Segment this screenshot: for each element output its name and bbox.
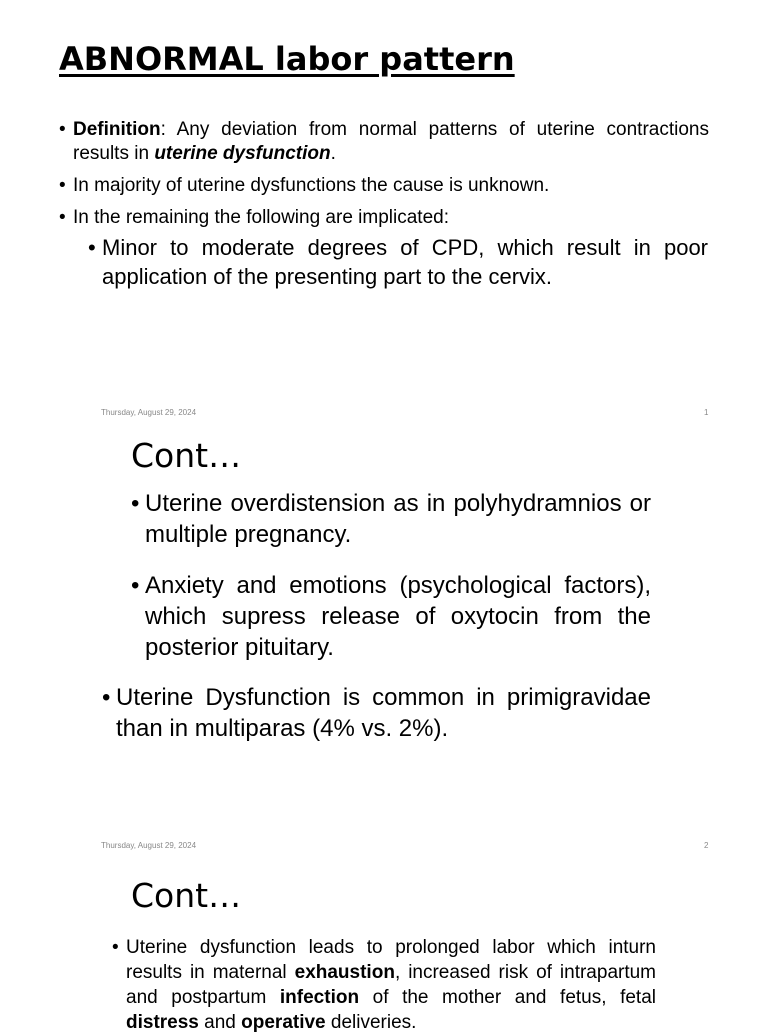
emphasis-distress: distress [126, 1012, 199, 1033]
definition-label: Definition [73, 119, 161, 140]
bullet-dot: • [59, 119, 66, 140]
slide-title: Cont… [131, 876, 242, 915]
subbullet-anxiety [131, 570, 651, 663]
emphasis-infection: infection [279, 987, 360, 1008]
footer-date: Thursday, August 29, 2024 [101, 408, 197, 417]
bullet-dot: • [112, 937, 119, 958]
bullet-dot: • [59, 207, 66, 228]
subbullet-cpd [88, 233, 708, 291]
slide-title: ABNORMAL labor pattern [59, 40, 515, 78]
bullet-cause-unknown [59, 174, 709, 198]
slide-3 [0, 860, 768, 1033]
bullet-definition [59, 118, 709, 166]
bullet-text: of the mother and fetus, fetal [359, 987, 656, 1008]
bullet-text: In the remaining the following are implicated: [73, 207, 449, 228]
bullet-text: Uterine dysfunction leads to prolonged labor which inturn results in maternal [126, 937, 656, 983]
bullet-dot: • [131, 490, 140, 517]
page-number: 2 [704, 841, 709, 850]
slide-title: Cont… [131, 436, 242, 475]
bullet-implicated [59, 206, 709, 230]
definition-end: . [330, 143, 336, 164]
footer-date: Thursday, August 29, 2024 [101, 841, 197, 850]
definition-emphasis: uterine dysfunction [154, 143, 331, 164]
bullet-text: Uterine Dysfunction is common in primigravidae than in multiparas (4% vs. 2%). [116, 684, 651, 742]
emphasis-operative: operative [241, 1012, 326, 1033]
bullet-text: In majority of uterine dysfunctions the cause is unknown. [73, 175, 550, 196]
bullet-dot: • [102, 684, 111, 711]
emphasis-exhaustion: exhaustion [294, 962, 395, 983]
slide-1 [0, 0, 768, 425]
bullet-consequences [112, 935, 657, 1035]
bullet-text: Uterine overdistension as in polyhydramnios or multiple pregnancy. [145, 490, 651, 548]
bullet-text: and [198, 1012, 242, 1033]
bullet-dot: • [88, 235, 96, 260]
slide-2 [0, 425, 768, 860]
bullet-text: deliveries. [325, 1012, 417, 1033]
bullet-dot: • [59, 175, 66, 196]
subbullet-overdistension [131, 488, 651, 550]
page-number: 1 [704, 408, 709, 417]
bullet-dot: • [131, 572, 140, 599]
bullet-primigravidae [102, 682, 651, 744]
definition-text: : Any deviation from normal patterns of uterine contractions results in [73, 119, 709, 164]
bullet-text: , increased risk of intrapartum and postpartum [126, 962, 657, 1008]
bullet-text: Anxiety and emotions (psychological factors), which supress release of oxytocin from the posterior pituitary. [145, 572, 651, 661]
bullet-text: Minor to moderate degrees of CPD, which result in poor application of the presenting part to the cervix. [102, 235, 708, 289]
